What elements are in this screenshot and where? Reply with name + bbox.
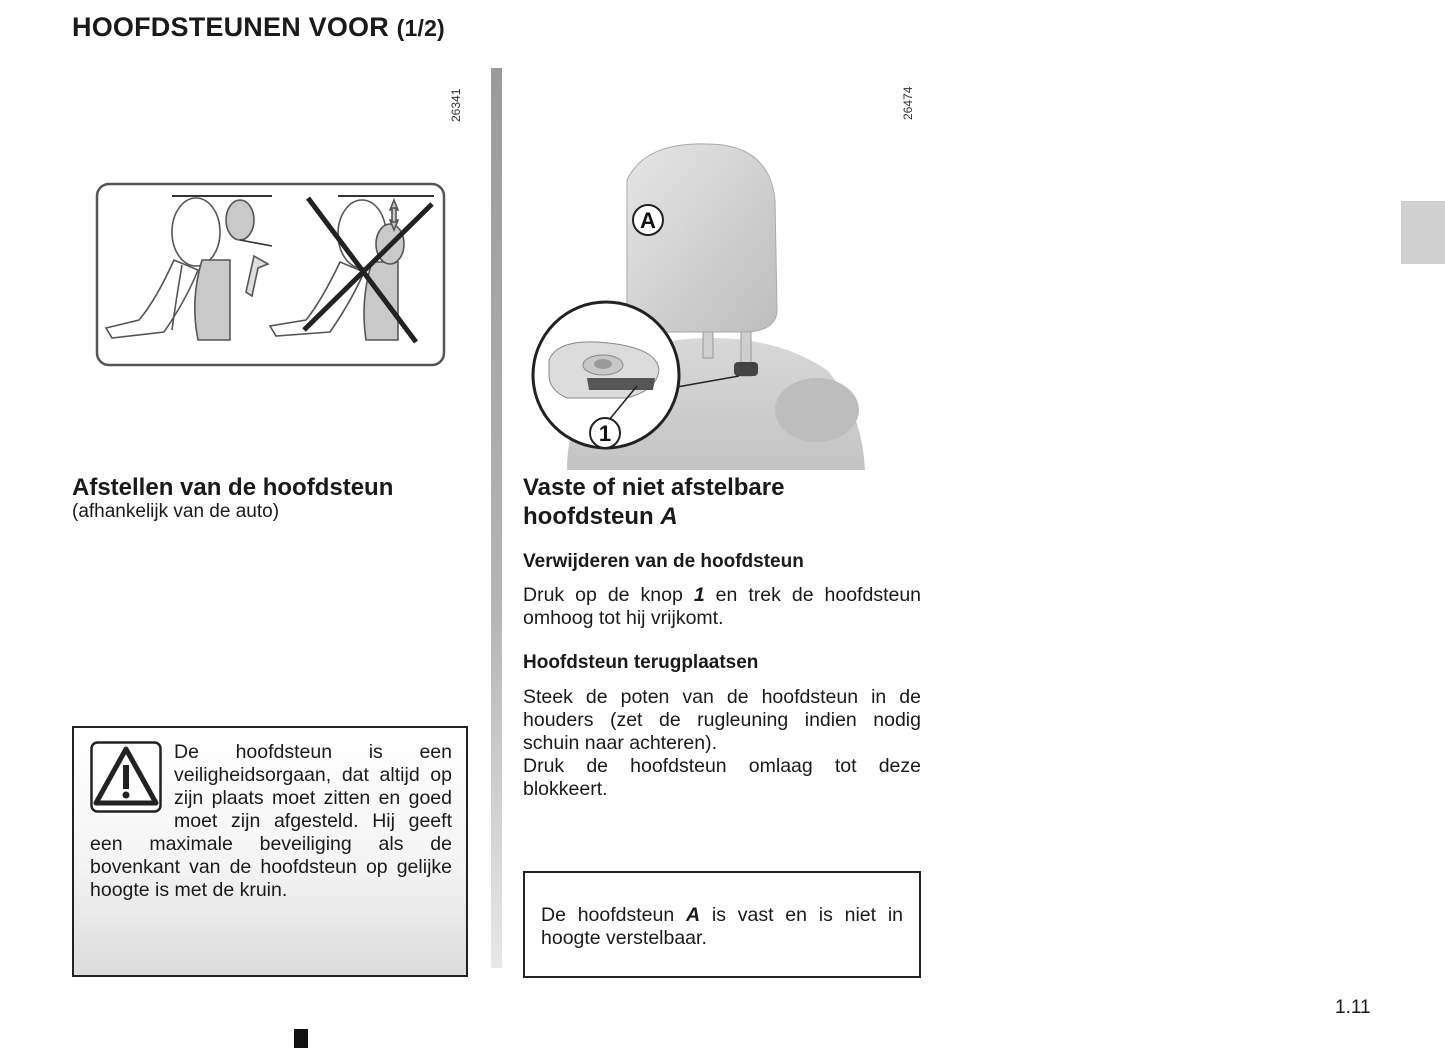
- left-heading: Afstellen van de hoofdsteun: [72, 474, 394, 501]
- section-tab: [1401, 201, 1445, 264]
- note-box: De hoofdsteun A is vast en is niet in hoogte verstelbaar.: [523, 871, 921, 978]
- figure-label-1: 1: [598, 421, 612, 446]
- right-heading-line1: Vaste of niet afstelbare: [523, 474, 785, 501]
- warning-text: De hoofdsteun is een veiligheidsorgaan, dat altijd op zijn plaats moet zitten en goed moet zijn afgesteld. Hij geeft een maximale beveiliging als de bovenkant van de hoofdsteun op gelijke hoogte is met de kruin.: [90, 741, 452, 901]
- remove-text: Druk op de knop 1 en trek de hoofdsteun omhoog tot hij vrijkomt.: [523, 584, 922, 629]
- page-number: 1.11: [1335, 997, 1371, 1018]
- page-title-part: (1/2): [396, 15, 445, 41]
- figure-label-a: A: [640, 208, 656, 233]
- headrest-photo-figure: [527, 140, 867, 470]
- note-ref: A: [686, 904, 701, 926]
- figure-code-right: 26474: [901, 86, 915, 120]
- replace-title: Hoofdsteun terugplaatsen: [523, 652, 759, 673]
- print-marker: [294, 1029, 308, 1048]
- remove-ref: 1: [693, 584, 705, 606]
- headrest-adjustment-figure: [94, 180, 448, 370]
- replace-paragraph-2: Druk de hoofdsteun omlaag tot deze blokkeert.: [523, 755, 921, 800]
- right-heading: [523, 473, 923, 531]
- warning-triangle-icon: [90, 741, 162, 813]
- remove-title: Verwijderen van de hoofdsteun: [523, 551, 804, 572]
- page-title-text: HOOFDSTEUNEN VOOR: [72, 12, 389, 42]
- replace-paragraph-1: Steek de poten van de hoofdsteun in de houders (zet de rugleuning indien nodig schuin naar achteren).: [523, 686, 921, 754]
- page-title: [72, 12, 445, 43]
- right-heading-ref: A: [660, 503, 678, 530]
- right-heading-line2: hoofdsteun A: [523, 503, 678, 530]
- left-subnote: (afhankelijk van de auto): [72, 501, 280, 522]
- warning-box: [72, 726, 468, 977]
- replace-text: [523, 686, 921, 801]
- column-divider: [491, 68, 502, 968]
- figure-code-left: 26341: [449, 88, 463, 122]
